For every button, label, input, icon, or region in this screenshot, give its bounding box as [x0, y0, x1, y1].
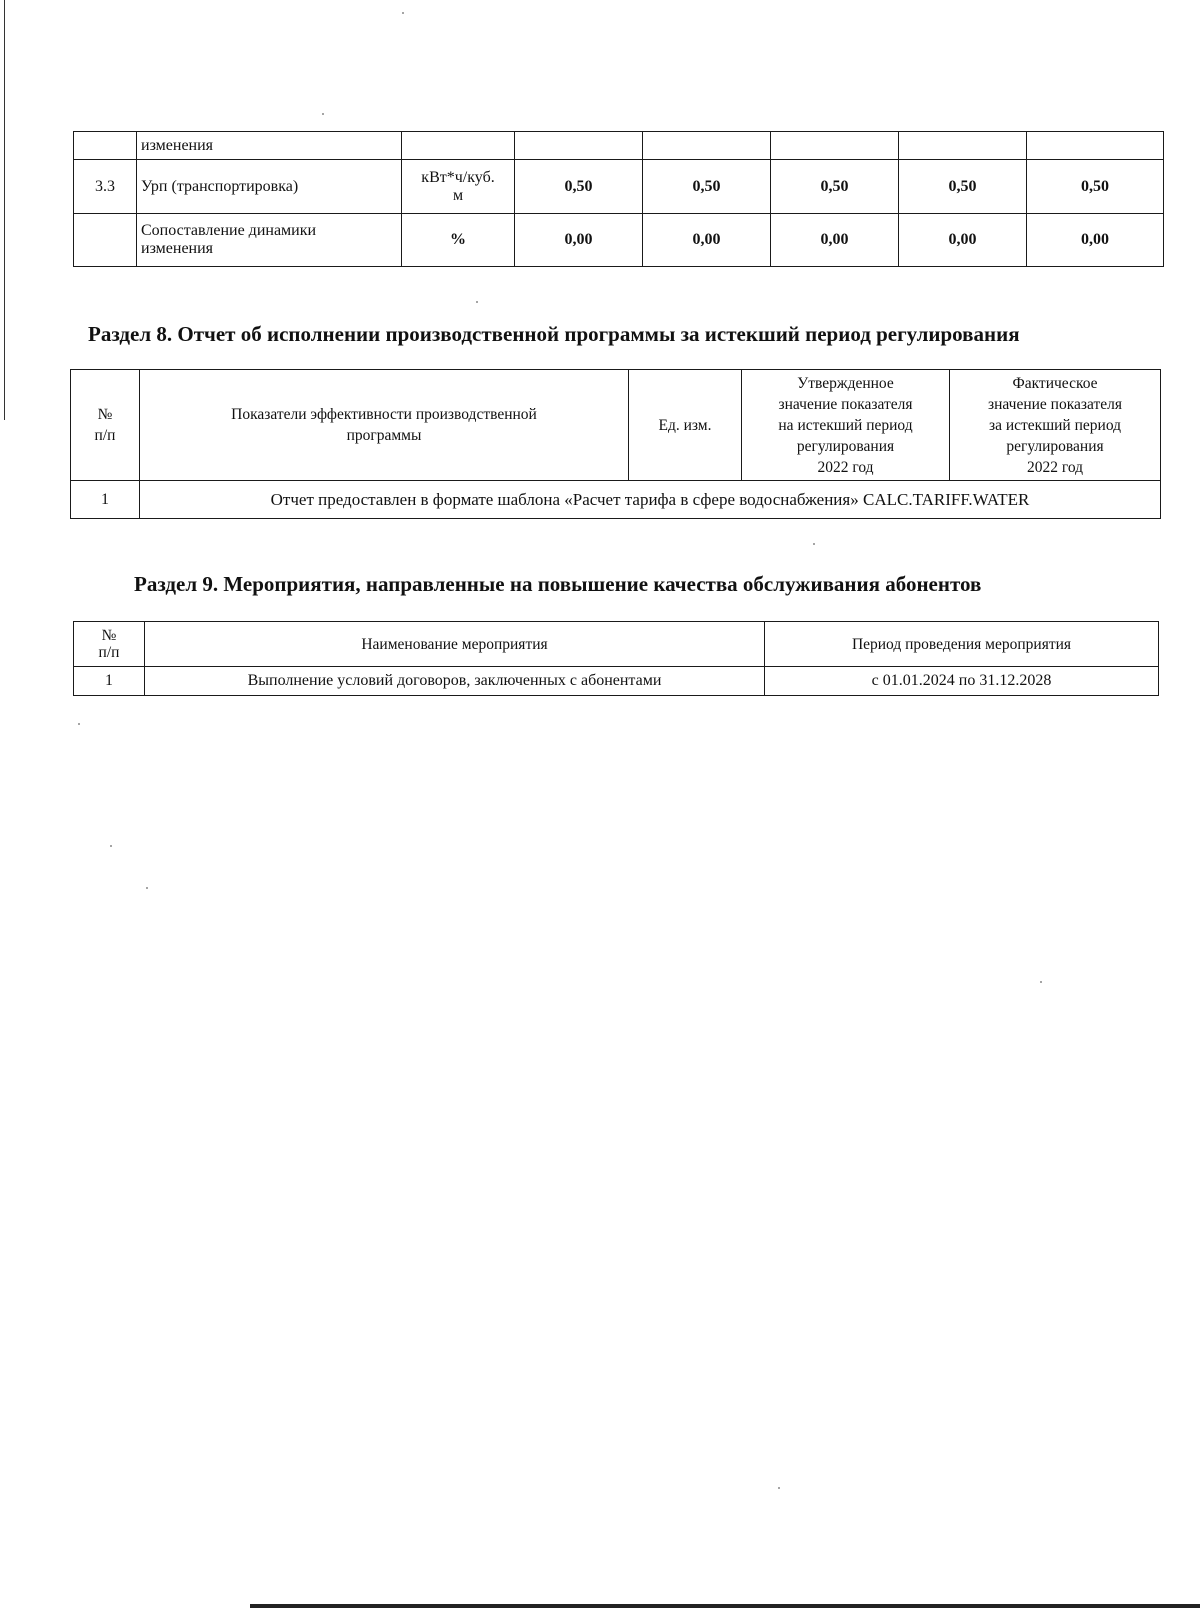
- header-name: Наименование мероприятия: [145, 622, 765, 667]
- header-actual: Фактическое значение показателя за истекший период регулирования 2022 год: [950, 370, 1161, 481]
- header-approved: Утвержденное значение показателя на истекший период регулирования 2022 год: [742, 370, 950, 481]
- table-row: [74, 132, 1164, 160]
- row-value: [1027, 132, 1164, 160]
- table-header-row: [74, 622, 1159, 667]
- row-value: 0,00: [515, 214, 643, 267]
- header-num: № п/п: [74, 622, 145, 667]
- scan-speck: [778, 1487, 780, 1489]
- table-header-row: [71, 370, 1161, 481]
- row-unit: %: [402, 214, 515, 267]
- table-row: [71, 481, 1161, 519]
- row-value: [899, 132, 1027, 160]
- table-row: [74, 160, 1164, 214]
- scan-speck: [78, 723, 80, 725]
- table-row: [74, 214, 1164, 267]
- table-row: [74, 667, 1159, 696]
- scan-speck: [1040, 981, 1042, 983]
- row-value: 0,00: [899, 214, 1027, 267]
- row-period: с 01.01.2024 по 31.12.2028: [765, 667, 1159, 696]
- row-unit: кВт*ч/куб. м: [402, 160, 515, 214]
- row-number: 1: [74, 667, 145, 696]
- row-value: 0,50: [899, 160, 1027, 214]
- row-value: 0,50: [771, 160, 899, 214]
- row-number: [74, 214, 137, 267]
- row-value: 0,00: [643, 214, 771, 267]
- row-name: изменения: [137, 132, 402, 160]
- row-value: 0,50: [515, 160, 643, 214]
- row-number: [74, 132, 137, 160]
- section-9-title: Раздел 9. Мероприятия, направленные на повышение качества обслуживания абонентов: [134, 572, 982, 596]
- scan-speck: [110, 845, 112, 847]
- header-unit: Ед. изм.: [629, 370, 742, 481]
- header-indicator: Показатели эффективности производственной программы: [140, 370, 629, 481]
- row-name: Урп (транспортировка): [137, 160, 402, 214]
- row-value: 0,50: [1027, 160, 1164, 214]
- scan-speck: [322, 113, 324, 115]
- scan-speck: [146, 887, 148, 889]
- row-name: Выполнение условий договоров, заключенных с абонентами: [145, 667, 765, 696]
- row-number: 3.3: [74, 160, 137, 214]
- header-period: Период проведения мероприятия: [765, 622, 1159, 667]
- row-value: [771, 132, 899, 160]
- scan-speck: [402, 12, 404, 14]
- section-9-table: [73, 621, 1159, 696]
- row-value: [643, 132, 771, 160]
- row-value: 0,00: [1027, 214, 1164, 267]
- row-unit: [402, 132, 515, 160]
- row-value: 0,00: [771, 214, 899, 267]
- section-8-title: Раздел 8. Отчет об исполнении производственной программы за истекший период регулирования: [88, 322, 1020, 346]
- scan-speck: [813, 543, 815, 545]
- scan-bottom-edge: [250, 1604, 1200, 1608]
- row-number: 1: [71, 481, 140, 519]
- scan-left-edge: [4, 0, 5, 420]
- section-8-table: [70, 369, 1161, 519]
- scan-speck: [476, 301, 478, 303]
- header-num: № п/п: [71, 370, 140, 481]
- row-value: [515, 132, 643, 160]
- indicators-table-continued: [73, 131, 1164, 267]
- row-text: Отчет предоставлен в формате шаблона «Расчет тарифа в сфере водоснабжения» CALC.TARIFF.WATER: [140, 481, 1161, 519]
- row-value: 0,50: [643, 160, 771, 214]
- row-name: Сопоставление динамики изменения: [137, 214, 402, 267]
